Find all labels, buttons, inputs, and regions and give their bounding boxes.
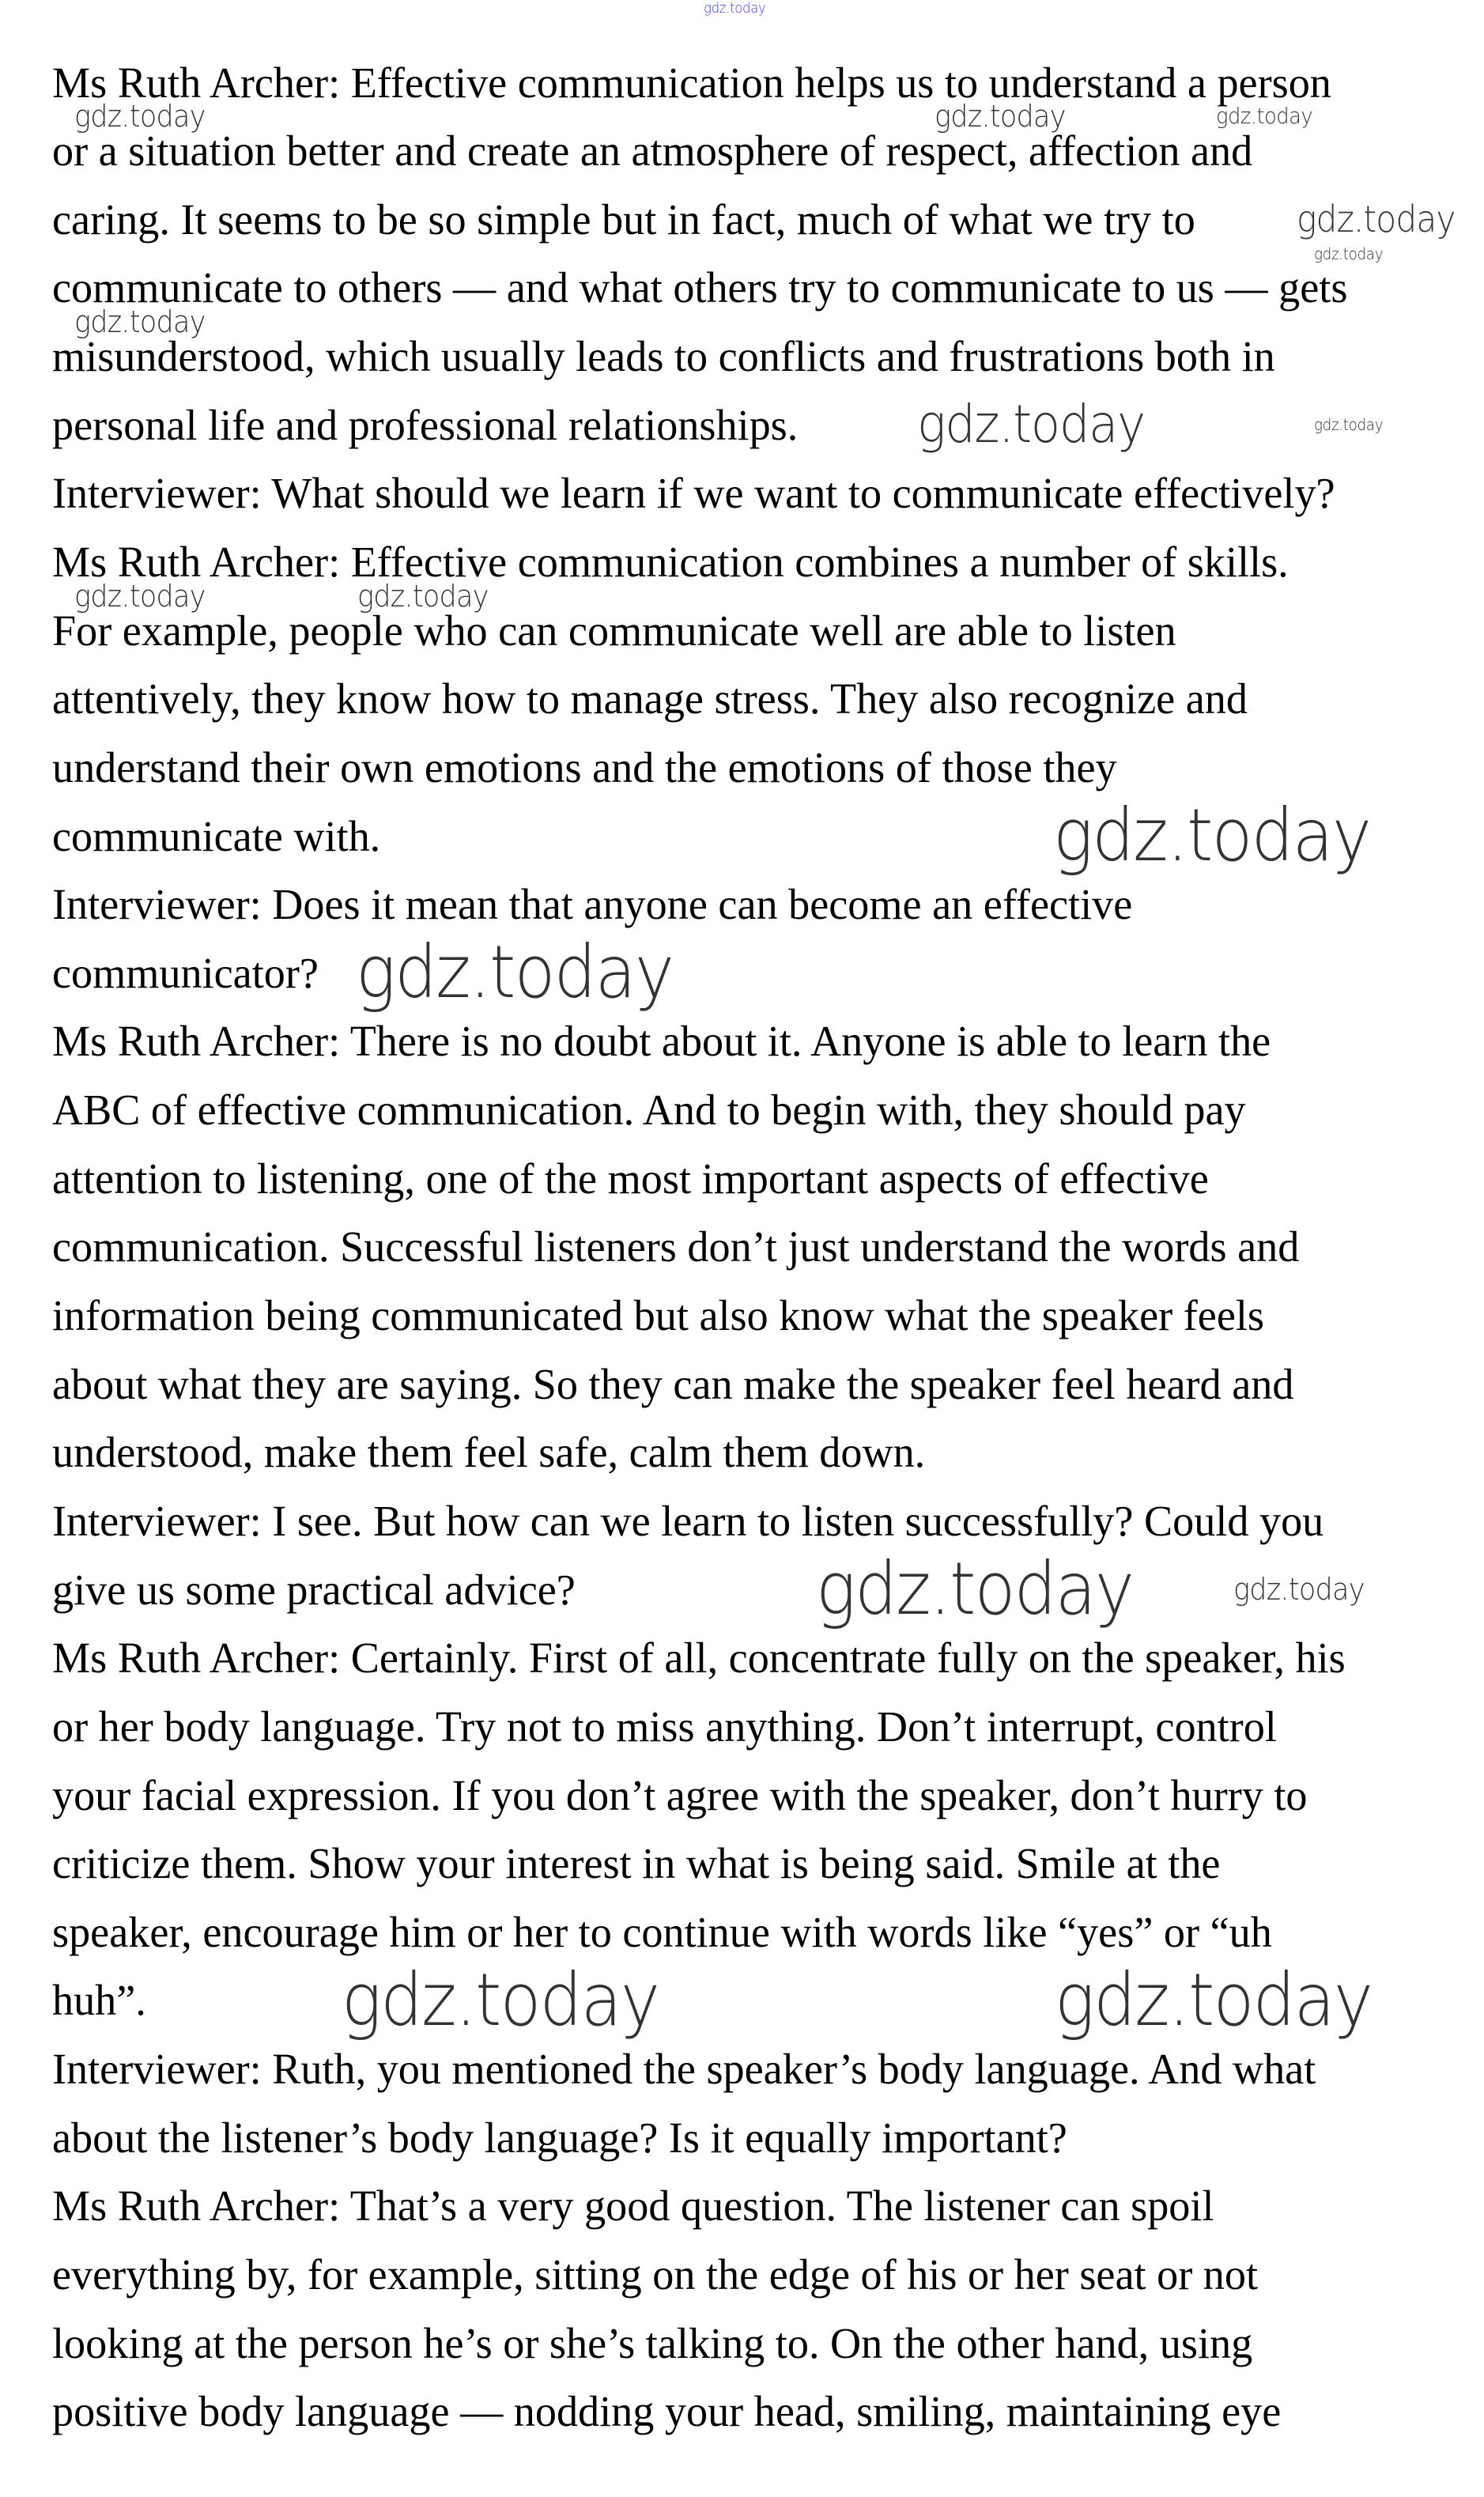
transcript-line: Interviewer: Ruth, you mentioned the speaker’s body language. And what — [52, 2045, 1316, 2094]
watermark: gdz.today — [1055, 1958, 1373, 2042]
transcript-line: Ms Ruth Archer: That’s a very good question. The listener can spoil — [52, 2182, 1214, 2231]
transcript-line: give us some practical advice? — [52, 1565, 576, 1614]
watermark: gdz.today — [1297, 198, 1456, 240]
watermark: gdz.today — [1314, 415, 1384, 434]
transcript-line: Interviewer: I see. But how can we learn to listen successfully? Could you — [52, 1496, 1324, 1545]
watermark: gdz.today — [816, 1547, 1134, 1631]
transcript-line: personal life and professional relationships. — [52, 400, 799, 449]
transcript-line: Ms Ruth Archer: Effective communication helps us to understand a person — [52, 58, 1331, 107]
transcript-line: communication. Successful listeners don’t just understand the words and — [52, 1222, 1300, 1271]
transcript-line: speaker, encourage him or her to continue with words like “yes” or “uh — [52, 1907, 1272, 1956]
transcript-line: For example, people who can communicate well are able to listen — [52, 606, 1176, 655]
transcript-line: Interviewer: What should we learn if we want to communicate effectively? — [52, 469, 1335, 518]
transcript-line: or her body language. Try not to miss anything. Don’t interrupt, control — [52, 1702, 1277, 1751]
header-watermark: gdz.today — [704, 0, 766, 17]
transcript-line: misunderstood, which usually leads to conflicts and frustrations both in — [52, 332, 1275, 381]
transcript-line: Ms Ruth Archer: Effective communication combines a number of skills. — [52, 537, 1289, 586]
transcript-line: communicator? — [52, 948, 319, 997]
transcript-line: your facial expression. If you don’t agree with the speaker, don’t hurry to — [52, 1770, 1308, 1819]
watermark: gdz.today — [356, 930, 674, 1014]
watermark: gdz.today — [357, 579, 489, 614]
transcript-line: attention to listening, one of the most important aspects of effective — [52, 1154, 1209, 1203]
transcript-line: about what they are saying. So they can make the speaker feel heard and — [52, 1359, 1294, 1408]
watermark: gdz.today — [74, 304, 206, 339]
watermark: gdz.today — [1216, 103, 1313, 129]
watermark: gdz.today — [74, 99, 206, 134]
transcript-line: caring. It seems to be so simple but in fact, much of what we try to — [52, 195, 1195, 244]
transcript-line: information being communicated but also know what the speaker feels — [52, 1291, 1265, 1340]
transcript-line: Ms Ruth Archer: Certainly. First of all, concentrate fully on the speaker, his — [52, 1634, 1346, 1683]
watermark: gdz.today — [1233, 1572, 1365, 1607]
transcript-line: understood, make them feel safe, calm them down. — [52, 1428, 926, 1477]
transcript-line: huh”. — [52, 1976, 146, 2025]
interview-transcript — [52, 58, 1467, 2455]
watermark: gdz.today — [935, 99, 1066, 134]
watermark: gdz.today — [74, 579, 206, 614]
transcript-line: attentively, they know how to manage stress. They also recognize and — [52, 674, 1248, 723]
transcript-line: communicate with. — [52, 811, 381, 860]
transcript-line: positive body language — nodding your head, smiling, maintaining eye — [52, 2387, 1282, 2436]
transcript-line: criticize them. Show your interest in what is being said. Smile at the — [52, 1839, 1221, 1888]
transcript-line: looking at the person he’s or she’s talking to. On the other hand, using — [52, 2318, 1253, 2367]
transcript-line: ABC of effective communication. And to begin with, they should pay — [52, 1086, 1246, 1135]
watermark: gdz.today — [1314, 244, 1384, 263]
transcript-line: or a situation better and create an atmosphere of respect, affection and — [52, 127, 1253, 176]
transcript-line: everything by, for example, sitting on the edge of his or her seat or not — [52, 2250, 1259, 2299]
transcript-line: communicate to others — and what others try to communicate to us — gets — [52, 263, 1348, 312]
watermark: gdz.today — [1053, 793, 1371, 878]
transcript-line: Interviewer: Does it mean that anyone can become an effective — [52, 880, 1133, 929]
transcript-line: about the listener’s body language? Is it equally important? — [52, 2113, 1067, 2162]
transcript-line: understand their own emotions and the emotions of those they — [52, 742, 1117, 791]
watermark: gdz.today — [917, 394, 1145, 455]
transcript-line: Ms Ruth Archer: There is no doubt about it. Anyone is able to learn the — [52, 1017, 1271, 1066]
watermark: gdz.today — [342, 1958, 659, 2042]
